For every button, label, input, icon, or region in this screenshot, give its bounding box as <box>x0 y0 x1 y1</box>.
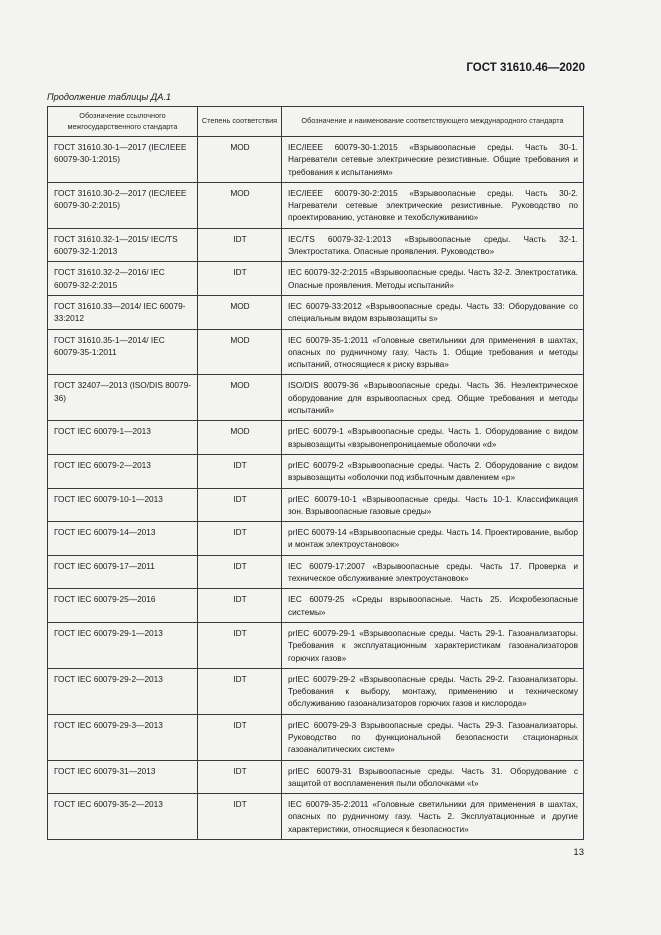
cell-intl-standard: prIEC 60079-29-3 Взрывоопасные среды. Часть 29-3. Газоанализаторы. Руководство по функциональной безопасности стационарных газоаналитических систем» <box>282 714 584 760</box>
table-row <box>48 295 584 329</box>
table-header-row <box>48 107 584 137</box>
table-row <box>48 488 584 522</box>
cell-ref-standard: ГОСТ IEC 60079-29-1—2013 <box>48 622 198 668</box>
cell-ref-standard: ГОСТ IEC 60079-2—2013 <box>48 454 198 488</box>
cell-degree: IDT <box>198 714 282 760</box>
cell-intl-standard: IEC/IEEE 60079-30-2:2015 «Взрывоопасные среды. Часть 30-2. Нагреватели сетевые электрические резистивные. Руководство по проектированию, установке и техобслуживанию» <box>282 182 584 228</box>
cell-intl-standard: prIEC 60079-1 «Взрывоопасные среды. Часть 1. Оборудование с видом взрывозащиты «взрывонепроницаемые оболочки «d» <box>282 421 584 455</box>
header-intl-standard: Обозначение и наименование соответствующего международного стандарта <box>282 107 584 137</box>
cell-degree: IDT <box>198 668 282 714</box>
cell-intl-standard: IEC 60079-33:2012 «Взрывоопасные среды. Часть 33: Оборудование со специальным видом взрывозащиты s» <box>282 295 584 329</box>
cell-degree: IDT <box>198 228 282 262</box>
cell-intl-standard: prIEC 60079-29-2 «Взрывоопасные среды. Часть 29-2. Газоанализаторы. Требования к выбору, монтажу, применению и техническому обслуживанию газоанализаторов горючих газов и кислорода» <box>282 668 584 714</box>
cell-degree: MOD <box>198 295 282 329</box>
table-row <box>48 421 584 455</box>
table-continuation-label: Продолжение таблицы ДА.1 <box>47 92 172 102</box>
table-row <box>48 714 584 760</box>
cell-intl-standard: prIEC 60079-10-1 «Взрывоопасные среды. Часть 10-1. Классификация зон. Взрывоопасные газовые среды» <box>282 488 584 522</box>
table-row <box>48 182 584 228</box>
cell-ref-standard: ГОСТ IEC 60079-35-2—2013 <box>48 794 198 840</box>
cell-intl-standard: IEC 60079-35-1:2011 «Головные светильники для применения в шахтах, опасных по рудничному газу. Часть 1. Общие требования и методы испытаний, относящиеся к риску взрыва» <box>282 329 584 375</box>
cell-intl-standard: IEC 60079-32-2:2015 «Взрывоопасные среды. Часть 32-2. Электростатика. Опасные проявления. Методы испытаний» <box>282 262 584 296</box>
cell-degree: IDT <box>198 262 282 296</box>
cell-degree: IDT <box>198 488 282 522</box>
page-number: 13 <box>573 847 584 858</box>
cell-intl-standard: prIEC 60079-31 Взрывоопасные среды. Часть 31. Оборудование с защитой от воспламенения пыли оболочками «t» <box>282 760 584 794</box>
table-row <box>48 329 584 375</box>
document-code: ГОСТ 31610.46—2020 <box>466 62 585 74</box>
header-ref-standard: Обозначение ссылочного межгосударственного стандарта <box>48 107 198 137</box>
cell-degree: IDT <box>198 794 282 840</box>
cell-degree: MOD <box>198 182 282 228</box>
cell-degree: MOD <box>198 421 282 455</box>
table-row <box>48 454 584 488</box>
cell-ref-standard: ГОСТ IEC 60079-29-2—2013 <box>48 668 198 714</box>
cell-ref-standard: ГОСТ 31610.33—2014/ IEC 60079-33:2012 <box>48 295 198 329</box>
cell-ref-standard: ГОСТ IEC 60079-1—2013 <box>48 421 198 455</box>
cell-intl-standard: IEC 60079-25 «Среды взрывоопасные. Часть 25. Искробезопасные системы» <box>282 589 584 623</box>
cell-ref-standard: ГОСТ IEC 60079-29-3—2013 <box>48 714 198 760</box>
cell-intl-standard: IEC/IEEE 60079-30-1:2015 «Взрывоопасные среды. Часть 30-1. Нагреватели сетевые электрические резистивные. Общие требования и требования к испытаниям» <box>282 137 584 183</box>
cell-ref-standard: ГОСТ IEC 60079-10-1—2013 <box>48 488 198 522</box>
table-row <box>48 262 584 296</box>
cell-degree: IDT <box>198 522 282 556</box>
correspondence-table <box>47 106 584 840</box>
cell-intl-standard: IEC 60079-17:2007 «Взрывоопасные среды. Часть 17. Проверка и техническое обслуживание электроустановок» <box>282 555 584 589</box>
cell-ref-standard: ГОСТ 31610.30-1—2017 (IEC/IEEE 60079-30-1:2015) <box>48 137 198 183</box>
cell-ref-standard: ГОСТ 31610.35-1—2014/ IEC 60079-35-1:2011 <box>48 329 198 375</box>
cell-ref-standard: ГОСТ IEC 60079-25—2016 <box>48 589 198 623</box>
cell-intl-standard: prIEC 60079-2 «Взрывоопасные среды. Часть 2. Оборудование с видом взрывозащиты «оболочки под избыточным давлением «р» <box>282 454 584 488</box>
cell-ref-standard: ГОСТ 31610.32-2—2016/ IEC 60079-32-2:2015 <box>48 262 198 296</box>
table-row <box>48 668 584 714</box>
cell-intl-standard: IEC/TS 60079-32-1:2013 «Взрывоопасные среды. Часть 32-1. Электростатика. Опасные проявления. Руководство» <box>282 228 584 262</box>
cell-intl-standard: ISO/DIS 80079-36 «Взрывоопасные среды. Часть 36. Неэлектрическое оборудование для взрывоопасных сред. Общие требования и методы испытаний» <box>282 375 584 421</box>
table-row <box>48 375 584 421</box>
cell-degree: IDT <box>198 760 282 794</box>
cell-degree: MOD <box>198 137 282 183</box>
cell-degree: IDT <box>198 454 282 488</box>
table-row <box>48 589 584 623</box>
table-row <box>48 137 584 183</box>
cell-intl-standard: prIEC 60079-14 «Взрывоопасные среды. Часть 14. Проектирование, выбор и монтаж электроустановок» <box>282 522 584 556</box>
cell-ref-standard: ГОСТ IEC 60079-14—2013 <box>48 522 198 556</box>
cell-intl-standard: IEC 60079-35-2:2011 «Головные светильники для применения в шахтах, опасных по рудничному газу. Часть 2. Эксплуатационные и другие характеристики, относящиеся к безопасности» <box>282 794 584 840</box>
table-row <box>48 522 584 556</box>
cell-ref-standard: ГОСТ 32407—2013 (ISO/DIS 80079-36) <box>48 375 198 421</box>
header-degree: Степень соответствия <box>198 107 282 137</box>
cell-degree: MOD <box>198 375 282 421</box>
table-row <box>48 760 584 794</box>
table-row <box>48 555 584 589</box>
cell-degree: IDT <box>198 555 282 589</box>
table-row <box>48 794 584 840</box>
cell-degree: MOD <box>198 329 282 375</box>
table-row <box>48 228 584 262</box>
cell-degree: IDT <box>198 622 282 668</box>
cell-ref-standard: ГОСТ IEC 60079-17—2011 <box>48 555 198 589</box>
cell-degree: IDT <box>198 589 282 623</box>
table-row <box>48 622 584 668</box>
cell-ref-standard: ГОСТ 31610.30-2—2017 (IEC/IEEE 60079-30-2:2015) <box>48 182 198 228</box>
cell-ref-standard: ГОСТ 31610.32-1—2015/ IEC/TS 60079-32-1:2013 <box>48 228 198 262</box>
cell-intl-standard: prIEC 60079-29-1 «Взрывоопасные среды. Часть 29-1. Газоанализаторы. Требования к эксплуатационным характеристикам газоанализаторов горючих газов» <box>282 622 584 668</box>
cell-ref-standard: ГОСТ IEC 60079-31—2013 <box>48 760 198 794</box>
